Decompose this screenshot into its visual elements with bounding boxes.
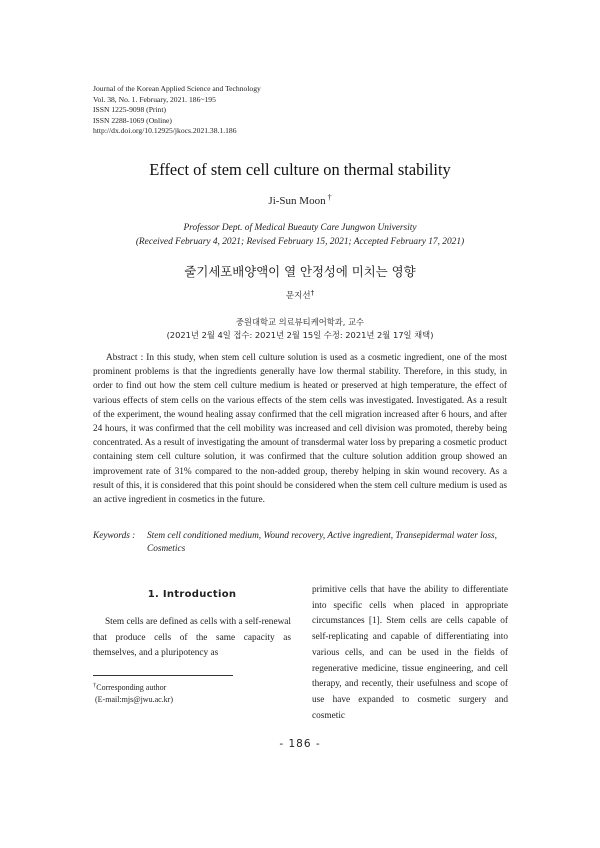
footnote-corresponding: Corresponding author <box>96 683 167 692</box>
abstract <box>93 351 507 507</box>
page-number: - 186 - <box>279 738 321 750</box>
paper-title: Effect of stem cell culture on thermal stability <box>149 160 451 179</box>
section-heading: 1. Introduction <box>147 589 237 600</box>
korean-corresponding-mark: † <box>310 289 315 297</box>
korean-affiliation: 중원대학교 의료뷰티케어학과, 교수 <box>235 317 365 327</box>
issn-online: ISSN 2288-1069 (Online) <box>93 115 172 125</box>
keywords-text: Stem cell conditioned medium, Wound recovery, Active ingredient, Transepidermal water loss, Cosmetics <box>147 531 497 554</box>
korean-author-name: 문지선 <box>285 291 311 301</box>
corresponding-mark: † <box>327 193 332 202</box>
author-line <box>0 193 600 207</box>
keywords-label: Keywords : <box>93 531 136 541</box>
body-column-right: primitive cells that have the ability to differentiate into specific cells when placed in appropriate circumstances [1]. Stem cells are cells capable of self-replicating and capable of differentiating into various cells, and can be used in the fields of regenerative medicine, tissue engineering, and cell therapy, and recently, their usefulness and scope of use have expanded to cosmetic surgery and cosmetic <box>312 585 508 721</box>
journal-header <box>93 84 261 137</box>
body-column-left: Stem cells are defined as cells with a self-renewal that produce cells of the same capacity as themselves, and a pluripotency as <box>93 617 291 659</box>
received-dates: (Received February 4, 2021; Revised February 15, 2021; Accepted February 17, 2021) <box>135 237 465 247</box>
footnote-mark: † <box>93 682 97 689</box>
author-name: Ji-Sun Moon <box>268 195 326 207</box>
korean-title: 줄기세포배양액이 열 안정성에 미치는 영향 <box>184 264 416 279</box>
affiliation: Professor Dept. of Medical Bueauty Care Jungwon University <box>183 223 417 233</box>
korean-affiliation-block <box>0 316 600 342</box>
keywords <box>93 530 513 556</box>
footnote <box>93 680 173 706</box>
korean-dates: (2021년 2월 4일 접수: 2021년 2월 15일 수정: 2021년 2월 17일 채택) <box>166 330 434 340</box>
issn-print: ISSN 1225-9098 (Print) <box>93 105 166 115</box>
journal-name: Journal of the Korean Applied Science and Technology <box>93 84 261 93</box>
abstract-text: : In this study, when stem cell culture solution is used as a cosmetic ingredient, one of the most prominent problems is that the ingredients generally have low thermal stability. Therefore, in this study, in order to find out how the stem cell culture medium is heated or preserved at high temperature, the effect of various effects of stem cells on the various effects of the stem cells was investigated. Investigated. As a result of the experiment, the wound healing assay confirmed that the cell migration increased after 6 hours, and after 24 hours, it was confirmed that the cell mobility was increased and cell division was promoted, thereby being concentrated. As a result of investigating the amount of transdermal water loss by preparing a cosmetic product containing stem cell culture solution, it was confirmed that the culture solution addition group showed an improvement rate of 31% compared to the non-added group, thereby helping in skin wound recovery. As a result of this, it is considered that this point should be considered when the stem cell culture medium is used as an active ingredient in cosmetics in the future. <box>93 353 507 506</box>
footnote-email: (E-mail:mjs@jwu.ac.kr) <box>95 695 174 704</box>
journal-volume: Vol. 38, No. 1. February, 2021. 186~195 <box>93 94 216 104</box>
affiliation-block <box>0 221 600 249</box>
footnote-divider <box>93 675 233 676</box>
abstract-label: Abstract <box>106 353 138 363</box>
doi-link[interactable]: http://dx.doi.org/10.12925/jkocs.2021.38.1.186 <box>93 126 237 136</box>
korean-author-line <box>0 289 600 301</box>
